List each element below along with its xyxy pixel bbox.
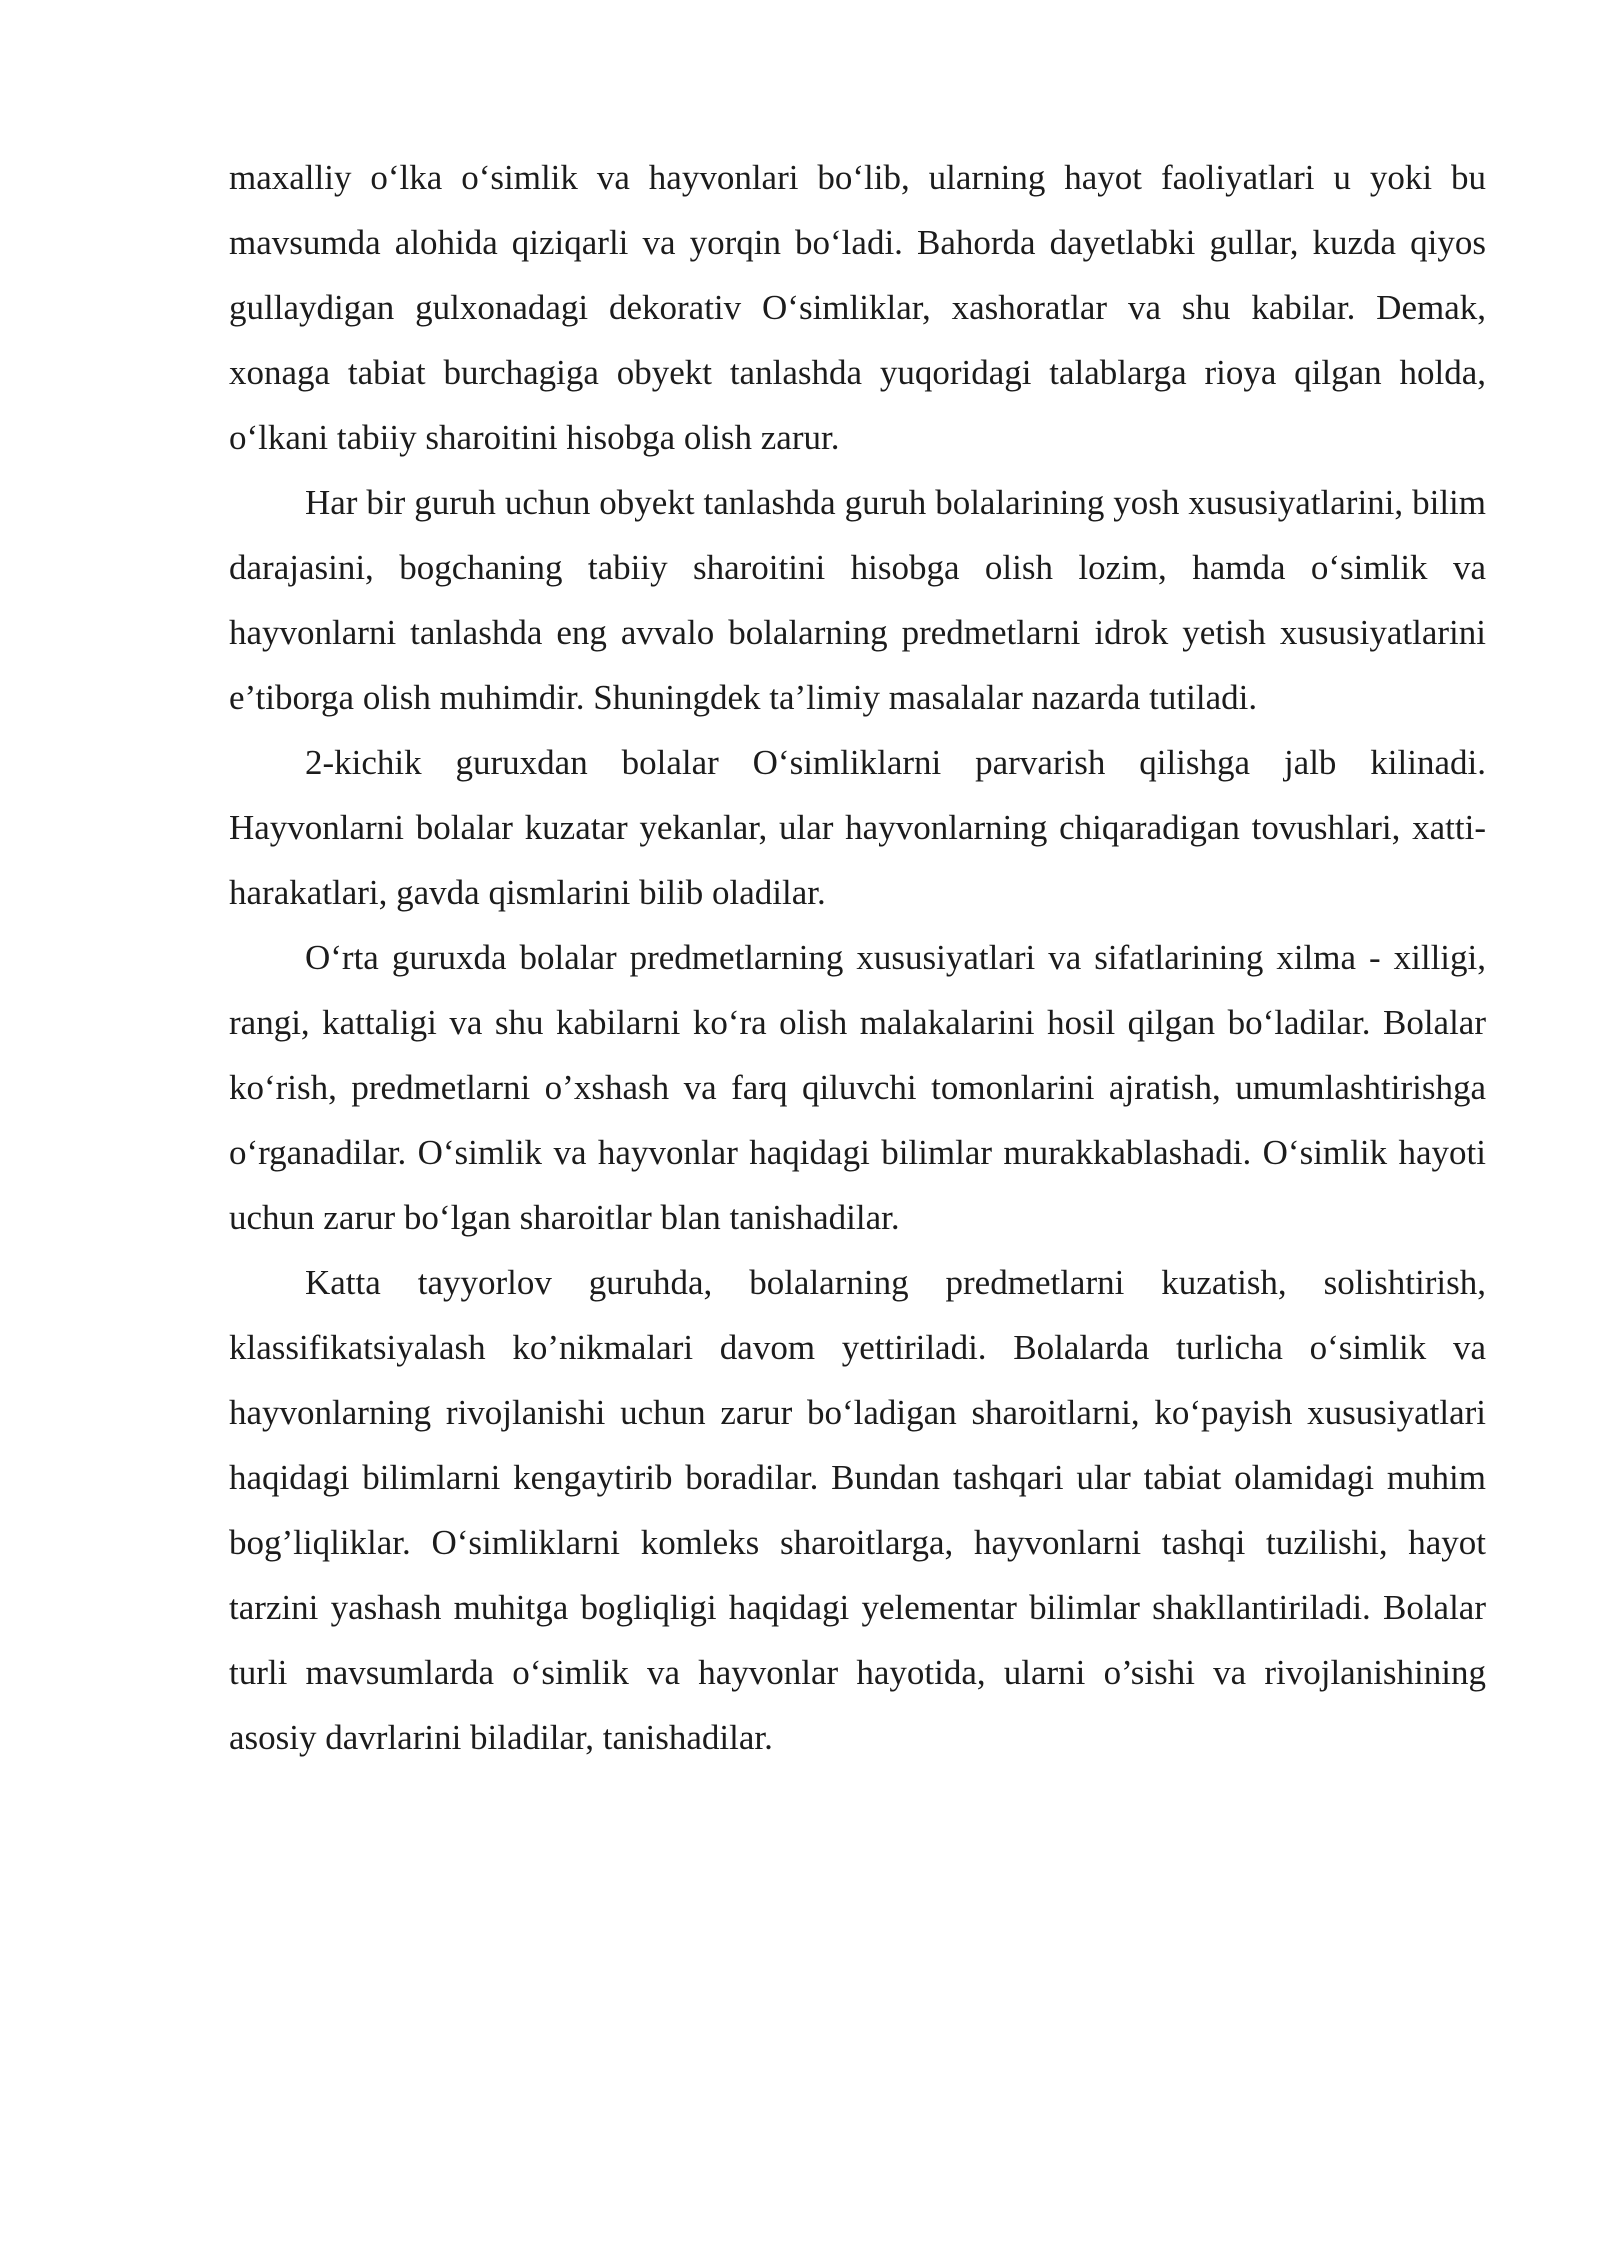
- paragraph-second-junior-group: 2-kichik guruxdan bolalar O‘simliklarni parvarish qilishga jalb kilinadi. Hayvonlarni bolalar kuzatar yekanlar, ular hayvonlarning chiqaradigan tovushlari, xatti-harakatlari, gavda qismlarini bilib oladilar.: [229, 743, 1486, 912]
- paragraph-middle-group: O‘rta guruxda bolalar predmetlarning xususiyatlari va sifatlarining xilma - xilligi, rangi, kattaligi va shu kabilarni ko‘ra olish malakalarini hosil qilgan bo‘ladilar. Bolalar ko‘rish, predmetlarni o’xshash va farq qiluvchi tomonlarini ajratish, umumlashtirishga o‘rganadilar. O‘simlik va hayvonlar haqidagi bilimlar murakkablashadi. O‘simlik hayoti uchun zarur bo‘lgan sharoitlar blan tanishadilar.: [229, 938, 1486, 1237]
- paragraph-continuation: maxalliy o‘lka o‘simlik va hayvonlari bo‘lib, ularning hayot faoliyatlari u yoki bu mavsumda alohida qiziqarli va yorqin bo‘ladi. Bahorda dayetlabki gullar, kuzda qiyos gullaydigan gulxonadagi dekorativ O‘simliklar, xashoratlar va shu kabilar. Demak, xonaga tabiat burchagiga obyekt tanlashda yuqoridagi talablarga rioya qilgan holda, o‘lkani tabiiy sharoitini hisobga olish zarur.: [229, 158, 1486, 457]
- paragraph-object-selection: Har bir guruh uchun obyekt tanlashda guruh bolalarining yosh xususiyatlarini, bilim darajasini, bogchaning tabiiy sharoitini hisobga olish lozim, hamda o‘simlik va hayvonlarni tanlashda eng avvalo bolalarning predmetlarni idrok yetish xususiyatlarini e’tiborga olish muhimdir. Shuningdek ta’limiy masalalar nazarda tutiladi.: [229, 483, 1486, 717]
- paragraph-senior-preparatory-group: Katta tayyorlov guruhda, bolalarning predmetlarni kuzatish, solishtirish, klassifikatsiyalash ko’nikmalari davom yettiriladi. Bolalarda turlicha o‘simlik va hayvonlarning rivojlanishi uchun zarur bo‘ladigan sharoitlarni, ko‘payish xususiyatlari haqidagi bilimlarni kengaytirib boradilar. Bundan tashqari ular tabiat olamidagi muhim bog’liqliklar. O‘simliklarni komleks sharoitlarga, hayvonlarni tashqi tuzilishi, hayot tarzini yashash muhitga bogliqligi haqidagi yelementar bilimlar shakllantiriladi. Bolalar turli mavsumlarda o‘simlik va hayvonlar hayotida, ularni o’sishi va rivojlanishining asosiy davrlarini biladilar, tanishadilar.: [229, 1263, 1486, 1757]
- document-body: [229, 145, 1486, 1770]
